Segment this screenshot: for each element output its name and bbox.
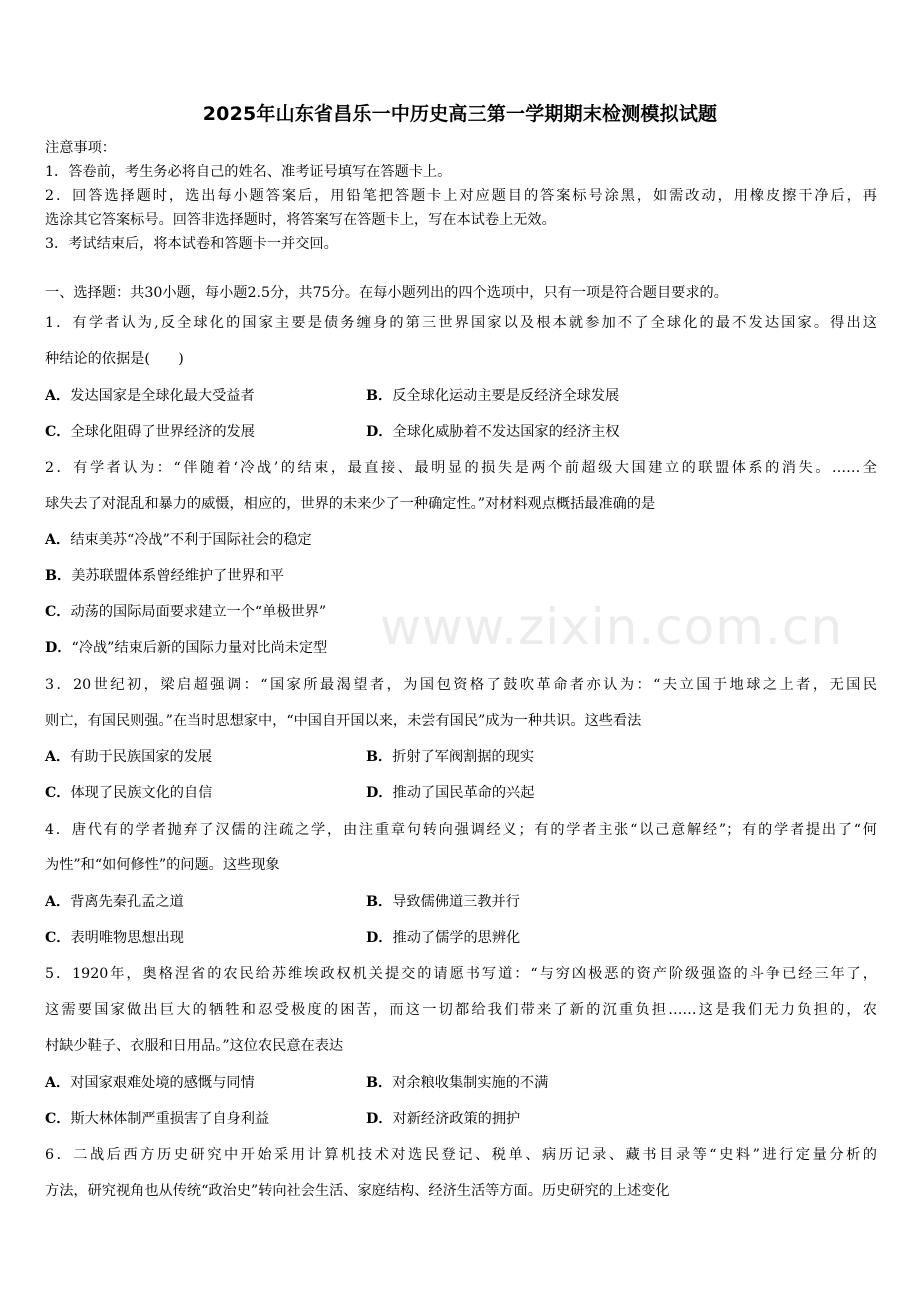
option-text: 体现了民族文化的自信 bbox=[70, 785, 213, 801]
question-4-option-d[interactable] bbox=[366, 928, 520, 948]
question-4-option-b[interactable] bbox=[366, 892, 520, 912]
option-label: C． bbox=[45, 785, 71, 801]
question-2-stem: 球失去了对混乱和暴力的威慑，相应的，世界的未来少了一种确定性。”对材料观点概括最准确的是 bbox=[45, 496, 656, 512]
option-text: 有助于民族国家的发展 bbox=[70, 749, 213, 765]
option-label: A． bbox=[45, 388, 71, 404]
option-text: 背离先秦孔孟之道 bbox=[70, 894, 184, 910]
option-text: 折射了军阀割据的现实 bbox=[392, 749, 535, 765]
option-label: C． bbox=[45, 424, 71, 440]
question-5-option-c[interactable] bbox=[45, 1109, 269, 1129]
notice-item: 2．回答选择题时，选出每小题答案后，用铅笔把答题卡上对应题目的答案标号涂黑，如需改动，用橡皮擦干净后，再 bbox=[45, 188, 877, 204]
question-5-stem: 5．1920年，奥格涅省的农民给苏维埃政权机关提交的请愿书写道：“与穷凶极恶的资产阶级强盗的斗争已经三年了， bbox=[45, 966, 877, 982]
question-5-stem: 村缺少鞋子、衣服和日用品。”这位农民意在表达 bbox=[45, 1038, 344, 1054]
question-3-stem: 3．20世纪初，梁启超强调：“国家所最渴望者，为国包资格了鼓吹革命者亦认为：“夫立国于地球之上者，无国民 bbox=[45, 677, 877, 693]
option-text: 发达国家是全球化最大受益者 bbox=[70, 388, 255, 404]
option-label: A． bbox=[45, 749, 71, 765]
question-3-option-b[interactable] bbox=[366, 747, 534, 767]
notice-item: 3．考试结束后，将本试卷和答题卡一并交回。 bbox=[45, 236, 338, 252]
notice-item: 选涂其它答案标号。回答非选择题时，将答案写在答题卡上，写在本试卷上无效。 bbox=[45, 212, 556, 228]
option-text: “冷战”结束后新的国际力量对比尚未定型 bbox=[71, 640, 328, 656]
option-text: 对余粮收集制实施的不满 bbox=[392, 1075, 549, 1091]
option-label: D． bbox=[366, 930, 393, 946]
option-label: D． bbox=[366, 1111, 393, 1127]
option-text: 斯大林体制严重损害了自身利益 bbox=[70, 1111, 270, 1127]
question-1-option-a[interactable] bbox=[45, 386, 255, 406]
question-4-stem: 4．唐代有的学者抛弃了汉儒的注疏之学，由注重章句转向强调经义；有的学者主张“以己意解经”；有的学者提出了“何 bbox=[45, 822, 877, 838]
question-3-option-d[interactable] bbox=[366, 783, 534, 803]
option-label: B． bbox=[366, 388, 393, 404]
section-heading: 一、选择题：共30小题，每小题2.5分，共75分。在每小题列出的四个选项中，只有一项是符合题目要求的。 bbox=[45, 285, 728, 301]
option-label: A． bbox=[45, 894, 71, 910]
question-2-option-d[interactable] bbox=[45, 638, 327, 658]
question-6-stem: 方法，研究视角也从传统“政治史”转向社会生活、家庭结构、经济生活等方面。历史研究的上述变化 bbox=[45, 1183, 670, 1199]
option-label: C． bbox=[45, 930, 71, 946]
option-label: A． bbox=[45, 532, 71, 548]
question-1-stem: 1．有学者认为,反全球化的国家主要是债务缠身的第三世界国家以及根本就参加不了全球化的最不发达国家。得出这 bbox=[45, 315, 877, 331]
question-5-stem: 这需要国家做出巨大的牺牲和忍受极度的困苦，而这一切都给我们带来了新的沉重负担……这是我们无力负担的，农 bbox=[45, 1002, 877, 1018]
option-label: D． bbox=[366, 424, 393, 440]
question-4-option-a[interactable] bbox=[45, 892, 184, 912]
question-4-stem: 为性”和“如何修性”的问题。这些现象 bbox=[45, 857, 280, 873]
question-2-stem: 2．有学者认为：“伴随着‘冷战’的结束，最直接、最明显的损失是两个前超级大国建立的联盟体系的消失。……全 bbox=[45, 460, 877, 476]
option-text: 推动了儒学的思辨化 bbox=[392, 930, 521, 946]
question-5-option-b[interactable] bbox=[366, 1073, 548, 1093]
option-text: 反全球化运动主要是反经济全球发展 bbox=[392, 388, 620, 404]
option-label: B． bbox=[45, 568, 72, 584]
question-6-stem: 6．二战后西方历史研究中开始采用计算机技术对选民登记、税单、病历记录、藏书目录等“史料”进行定量分析的 bbox=[45, 1147, 877, 1163]
option-text: 表明唯物思想出现 bbox=[70, 930, 184, 946]
option-text: 美苏联盟体系曾经维护了世界和平 bbox=[71, 568, 285, 584]
question-2-option-b[interactable] bbox=[45, 566, 284, 586]
option-text: 推动了国民革命的兴起 bbox=[392, 785, 535, 801]
question-2-option-a[interactable] bbox=[45, 530, 312, 550]
option-text: 对新经济政策的拥护 bbox=[392, 1111, 521, 1127]
notice-item: 1．答卷前，考生务必将自己的姓名、准考证号填写在答题卡上。 bbox=[45, 164, 452, 180]
question-1-option-c[interactable] bbox=[45, 422, 255, 442]
question-2-option-c[interactable] bbox=[45, 602, 326, 622]
option-label: C． bbox=[45, 1111, 71, 1127]
option-label: B． bbox=[366, 749, 393, 765]
option-text: 全球化威胁着不发达国家的经济主权 bbox=[392, 424, 620, 440]
option-text: 导致儒佛道三教并行 bbox=[392, 894, 520, 910]
question-1-stem: 种结论的依据是( ) bbox=[45, 351, 184, 367]
exam-title: 2025年山东省昌乐一中历史高三第一学期期末检测模拟试题 bbox=[202, 103, 718, 125]
question-4-option-c[interactable] bbox=[45, 928, 184, 948]
watermark: www.zixin.com.cn bbox=[380, 598, 844, 656]
option-text: 对国家艰难处境的感慨与同情 bbox=[70, 1075, 255, 1091]
question-1-option-d[interactable] bbox=[366, 422, 620, 442]
question-5-option-a[interactable] bbox=[45, 1073, 255, 1093]
question-3-option-c[interactable] bbox=[45, 783, 212, 803]
question-5-option-d[interactable] bbox=[366, 1109, 520, 1129]
option-label: A． bbox=[45, 1075, 71, 1091]
question-3-stem: 则亡，有国民则强。”在当时思想家中，“中国自开国以来，未尝有国民”成为一种共识。这些看法 bbox=[45, 713, 642, 729]
option-label: C． bbox=[45, 604, 71, 620]
option-text: 全球化阻碍了世界经济的发展 bbox=[70, 424, 255, 440]
notice-heading: 注意事项： bbox=[45, 140, 116, 156]
option-label: D． bbox=[366, 785, 393, 801]
option-label: B． bbox=[366, 1075, 393, 1091]
option-label: B． bbox=[366, 894, 393, 910]
option-text: 动荡的国际局面要求建立一个“单极世界” bbox=[70, 604, 327, 620]
question-3-option-a[interactable] bbox=[45, 747, 212, 767]
option-text: 结束美苏“冷战”不利于国际社会的稳定 bbox=[70, 532, 312, 548]
question-1-option-b[interactable] bbox=[366, 386, 619, 406]
option-label: D． bbox=[45, 640, 72, 656]
